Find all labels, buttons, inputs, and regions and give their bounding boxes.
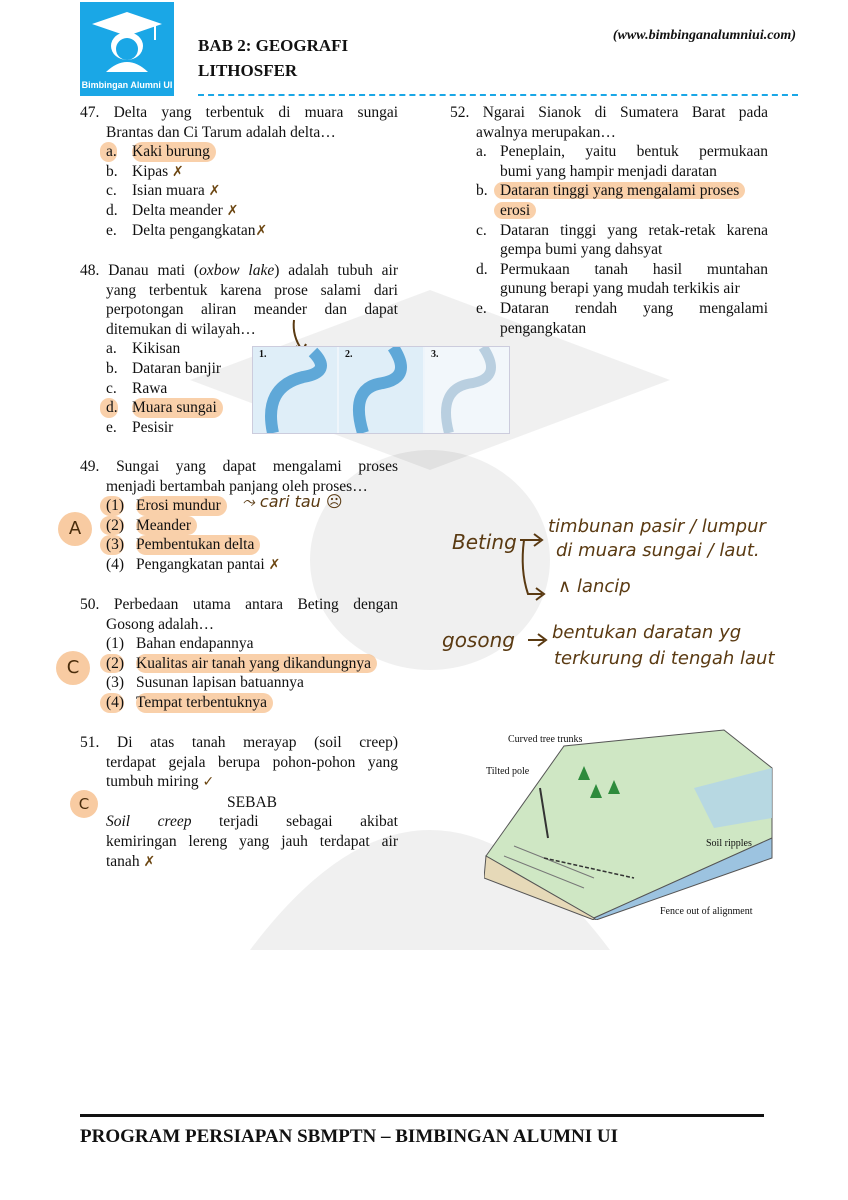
question-number: 48. xyxy=(80,262,100,279)
option-label: e. xyxy=(106,418,117,436)
option-2[interactable] xyxy=(106,654,398,674)
correct-mark-icon: ✓ xyxy=(202,774,215,791)
note-gosong-def: terkurung di tengah laut xyxy=(554,648,775,669)
option-label: c. xyxy=(106,182,117,200)
topic-title: LITHOSFER xyxy=(198,61,298,80)
question-52 xyxy=(450,103,768,338)
figure-step-label: 2. xyxy=(345,349,353,360)
figure-label: Curved tree trunks xyxy=(508,734,583,745)
option-b[interactable] xyxy=(106,162,398,182)
wrong-mark-icon: ✗ xyxy=(208,183,221,200)
sebab-connector: SEBAB xyxy=(227,793,277,811)
question-number: 49. xyxy=(80,458,100,475)
option-label: b. xyxy=(106,162,118,180)
option-label: a. xyxy=(476,143,487,161)
option-text: Tempat terbentuknya xyxy=(136,693,273,713)
option-label: (3) xyxy=(100,535,124,555)
question-stem: ) adalah tubuh air xyxy=(274,262,399,279)
question-51 xyxy=(80,733,398,872)
option-label: (4) xyxy=(106,555,125,573)
option-text: pengangkatan xyxy=(500,319,587,337)
option-label: (1) xyxy=(100,496,124,516)
figure-step-label: 1. xyxy=(259,349,267,360)
question-stem: perpotongan aliran meander dan dapat xyxy=(106,301,398,319)
wrong-mark-icon: ✗ xyxy=(268,556,281,573)
note-text: lancip xyxy=(576,576,631,597)
question-stem: Danau mati ( xyxy=(108,262,200,279)
option-text: Pesisir xyxy=(132,418,174,436)
option-label: a. xyxy=(106,340,117,358)
answer-circle: C xyxy=(56,651,90,685)
option-c[interactable] xyxy=(106,181,398,201)
option-text: Muara sungai xyxy=(132,398,223,418)
question-stem: Perbedaan utama antara Beting dengan xyxy=(113,596,398,613)
question-stem-italic: oxbow lake xyxy=(199,262,275,279)
note-text: cari tau xyxy=(259,492,321,511)
option-a[interactable] xyxy=(476,142,768,181)
option-text: Kualitas air tanah yang dikandungnya xyxy=(136,654,377,674)
question-stem: awalnya merupakan… xyxy=(476,123,616,141)
question-47 xyxy=(80,103,398,240)
option-2[interactable] xyxy=(106,516,398,536)
reason-text: kemiringan lereng yang jauh terdapat air xyxy=(106,832,398,850)
footer-divider xyxy=(80,1114,764,1117)
question-50 xyxy=(80,595,398,713)
option-text: Kikisan xyxy=(132,340,181,358)
option-label: c. xyxy=(106,379,117,397)
question-stem: Ngarai Sianok di Sumatera Barat pada xyxy=(482,104,768,121)
note-beting-def: di muara sungai / laut. xyxy=(556,540,760,561)
option-text: gempa bumi yang dahsyat xyxy=(500,241,663,259)
question-stem: Delta yang terbentuk di muara sungai xyxy=(113,104,399,121)
option-b[interactable] xyxy=(476,181,768,220)
footer-text: PROGRAM PERSIAPAN SBMPTN – BIMBINGAN ALUMNI UI xyxy=(80,1126,618,1147)
question-stem: Brantas dan Ci Tarum adalah delta… xyxy=(106,123,336,141)
logo-caption: Bimbingan Alumni UI xyxy=(81,80,173,90)
option-label: (1) xyxy=(106,635,125,653)
option-3[interactable] xyxy=(106,535,398,555)
soil-creep-figure xyxy=(484,728,774,920)
option-text: bumi yang hampir menjadi daratan xyxy=(500,162,717,180)
option-d[interactable] xyxy=(106,201,398,221)
note-beting-def xyxy=(558,576,631,597)
caret-icon: ∧ xyxy=(558,576,572,597)
question-stem: menjadi bertambah panjang oleh proses… xyxy=(106,477,368,495)
option-text: Rawa xyxy=(132,379,168,397)
option-label: (4) xyxy=(100,693,124,713)
option-text: Meander xyxy=(136,516,197,536)
question-stem: ditemukan di wilayah… xyxy=(106,320,256,338)
option-text: Pengangkatan pantai xyxy=(136,555,265,573)
option-label: d. xyxy=(106,201,118,219)
option-text: Dataran banjir xyxy=(132,359,222,377)
option-label: c. xyxy=(476,221,487,239)
question-stem: tumbuh miring xyxy=(106,773,199,791)
note-beting-def: timbunan pasir / lumpur xyxy=(548,516,766,537)
wrong-mark-icon: ✗ xyxy=(172,163,184,180)
option-text: Isian muara xyxy=(132,182,205,200)
question-stem: yang terbentuk karena prose salami dari xyxy=(106,281,398,299)
option-label: (3) xyxy=(106,674,125,692)
option-label: d. xyxy=(100,398,118,418)
option-e[interactable] xyxy=(476,299,768,338)
sad-face-icon: ☹ xyxy=(325,492,343,511)
figure-step-label: 3. xyxy=(431,349,439,360)
reason-text: terjadi sebagai akibat xyxy=(191,813,398,831)
option-label: d. xyxy=(476,260,488,278)
wrong-mark-icon: ✗ xyxy=(143,853,156,870)
option-d[interactable] xyxy=(476,260,768,299)
question-number: 51. xyxy=(80,734,100,751)
option-text: Kipas xyxy=(132,162,169,180)
option-text: Susunan lapisan batuannya xyxy=(136,674,304,692)
option-c[interactable] xyxy=(476,221,768,260)
question-stem: Di atas tanah merayap (soil creep) xyxy=(117,734,398,751)
option-1[interactable] xyxy=(106,634,398,654)
answer-circle: C xyxy=(70,790,98,818)
option-label: b. xyxy=(106,359,118,377)
option-text: gunung berapi yang mudah terkikis air xyxy=(500,280,740,298)
option-text: Kaki burung xyxy=(132,142,216,162)
wrong-mark-icon: ✗ xyxy=(226,202,239,219)
note-gosong: gosong xyxy=(442,628,515,652)
figure-label: Soil ripples xyxy=(706,838,752,849)
option-text: Delta meander xyxy=(132,201,223,219)
note-beting: Beting xyxy=(452,530,517,554)
option-text: erosi xyxy=(494,202,536,219)
figure-label: Fence out of alignment xyxy=(660,906,753,917)
note-gosong-def: bentukan daratan yg xyxy=(552,622,742,643)
option-label: a. xyxy=(100,142,117,162)
handwritten-note: ⤳ cari tau ☹ xyxy=(242,492,343,511)
option-label: e. xyxy=(476,299,487,317)
option-text: Peneplain, yaitu bentuk permukaan xyxy=(500,143,768,161)
question-stem: Sungai yang dapat mengalami proses xyxy=(116,458,398,475)
question-number: 52. xyxy=(450,104,470,121)
graduate-icon xyxy=(80,2,174,72)
option-text: Pembentukan delta xyxy=(136,535,260,555)
question-number: 50. xyxy=(80,596,100,613)
reason-italic: Soil creep xyxy=(106,813,192,831)
question-number: 47. xyxy=(80,104,100,121)
option-text: Erosi mundur xyxy=(136,496,227,516)
option-e[interactable] xyxy=(106,221,398,241)
wrong-mark-icon: ✗ xyxy=(255,222,268,239)
answer-circle: A xyxy=(58,512,92,546)
arrow-right-icon xyxy=(526,630,550,650)
website-link[interactable]: (www.bimbinganalumniui.com) xyxy=(612,28,796,43)
option-4[interactable] xyxy=(106,555,398,575)
option-text: Bahan endapannya xyxy=(136,635,254,653)
brand-logo xyxy=(80,2,174,96)
option-a[interactable] xyxy=(106,142,398,162)
header-divider xyxy=(198,94,798,96)
question-stem: terdapat gejala berupa pohon-pohon yang xyxy=(106,753,398,771)
reason-text: tanah xyxy=(106,852,140,870)
option-label: e. xyxy=(106,221,117,239)
option-4[interactable] xyxy=(106,693,398,713)
option-text: Permukaan tanah hasil muntahan xyxy=(500,260,768,278)
option-label: (2) xyxy=(100,516,124,536)
question-stem: Gosong adalah… xyxy=(106,615,215,633)
option-3[interactable] xyxy=(106,673,398,693)
option-text: Dataran tinggi yang mengalami proses xyxy=(494,182,745,199)
figure-label: Tilted pole xyxy=(486,766,530,777)
oxbow-lake-figure xyxy=(252,346,510,434)
option-text: Dataran tinggi yang retak-retak karena xyxy=(500,221,768,239)
chapter-title: BAB 2: GEOGRAFI xyxy=(198,36,349,55)
question-49 xyxy=(80,457,398,575)
option-label: (2) xyxy=(100,654,124,674)
option-text: Dataran rendah yang mengalami xyxy=(500,299,768,317)
option-text: Delta pengangkatan xyxy=(132,221,256,239)
option-label: b. xyxy=(476,182,488,200)
